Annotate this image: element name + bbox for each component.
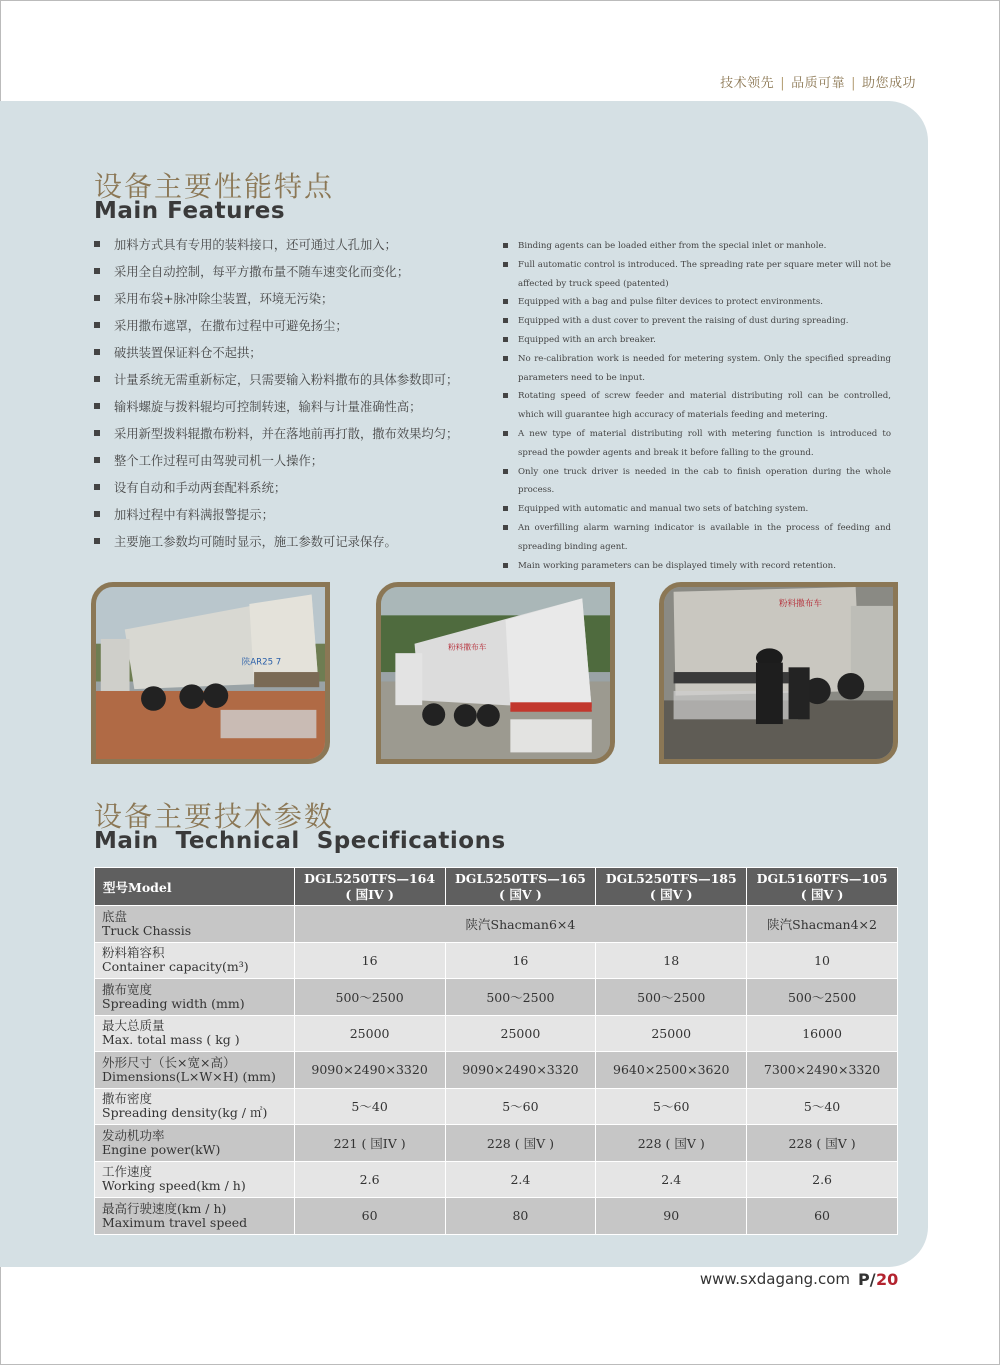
row-label: 撒布密度 Spreading density(kg / ㎡): [95, 1088, 295, 1125]
page-number: 20: [876, 1270, 899, 1289]
list-item: Main working parameters can be displayed timely with record retention.: [503, 557, 891, 576]
list-item: 加料过程中有料满报警提示；: [94, 505, 458, 532]
row-label: 粉料箱容积 Container capacity(m³): [95, 942, 295, 979]
table-cell: 16000: [747, 1015, 898, 1052]
table-cell: 5～60: [596, 1088, 747, 1125]
table-cell: 5～60: [445, 1088, 596, 1125]
table-cell: 16: [294, 942, 445, 979]
truck-photo-2: [376, 582, 615, 764]
table-row: [95, 1198, 898, 1235]
table-cell: 18: [596, 942, 747, 979]
list-item: Equipped with a dust cover to prevent the raising of dust during spreading.: [503, 312, 891, 331]
truck-photo-3: [659, 582, 898, 764]
table-cell: 90: [596, 1198, 747, 1235]
header-model-col: DGL5250TFS—164 ( 国IV ): [294, 868, 445, 906]
table-cell: 9090×2490×3320: [445, 1052, 596, 1089]
truck-brand-text: 粉料撒布车: [778, 598, 823, 609]
list-item: 破拱装置保证料仓不起拱；: [94, 343, 458, 370]
table-cell: 陕汽Shacman6×4: [294, 906, 746, 943]
features-title-cn: 设备主要性能特点: [94, 170, 335, 203]
table-cell: 9090×2490×3320: [294, 1052, 445, 1089]
row-label: 发动机功率 Engine power(kW): [95, 1125, 295, 1162]
table-cell: 228 ( 国V ): [445, 1125, 596, 1162]
list-item: Equipped with automatic and manual two sets of batching system.: [503, 500, 891, 519]
table-cell: 16: [445, 942, 596, 979]
header-model: 型号Model: [95, 868, 295, 906]
table-cell: 25000: [596, 1015, 747, 1052]
list-item: 设有自动和手动两套配料系统；: [94, 478, 458, 505]
header-model-col: DGL5250TFS—165 ( 国V ): [445, 868, 596, 906]
footer-url[interactable]: www.sxdagang.com: [699, 1270, 850, 1288]
table-cell: 500～2500: [747, 979, 898, 1016]
list-item: 主要施工参数均可随时显示，施工参数可记录保存。: [94, 532, 458, 559]
row-label: 最高行驶速度(km / h) Maximum travel speed: [95, 1198, 295, 1235]
license-plate: 陕AR25 7: [241, 657, 282, 668]
row-label: 最大总质量 Max. total mass ( kg ): [95, 1015, 295, 1052]
table-cell: 7300×2490×3320: [747, 1052, 898, 1089]
header-slogan: 技术领先 | 品质可靠 | 助您成功: [720, 76, 916, 91]
table-row: [95, 942, 898, 979]
list-item: Only one truck driver is needed in the cab to finish operation during the whole process.: [503, 463, 891, 501]
list-item: 采用新型拨料辊撒布粉料，并在落地前再打散，撒布效果均匀；: [94, 424, 458, 451]
slogan-item: 品质可靠: [791, 76, 846, 91]
table-cell: 陕汽Shacman4×2: [747, 906, 898, 943]
list-item: Rotating speed of screw feeder and material distributing roll can be controlled, which will guarantee high accuracy of materials feeding and metering.: [503, 387, 891, 425]
table-cell: 500～2500: [596, 979, 747, 1016]
table-row: [95, 1015, 898, 1052]
truck-photo-1: [91, 582, 330, 764]
features-list-en: [503, 237, 891, 575]
table-row: [95, 979, 898, 1016]
brand-logo: P/: [858, 1270, 876, 1289]
table-row: [95, 1088, 898, 1125]
table-row: [95, 906, 898, 943]
list-item: No re-calibration work is needed for metering system. Only the specified spreading parameters need to be input.: [503, 350, 891, 388]
list-item: 采用撒布遮罩，在撒布过程中可避免扬尘；: [94, 316, 458, 343]
table-cell: 500～2500: [294, 979, 445, 1016]
table-cell: 60: [747, 1198, 898, 1235]
list-item: 计量系统无需重新标定，只需要输入粉料撒布的具体参数即可；: [94, 370, 458, 397]
table-cell: 80: [445, 1198, 596, 1235]
table-cell: 2.6: [294, 1161, 445, 1198]
features-title-en: Main Features: [94, 198, 286, 224]
slogan-item: 技术领先: [720, 76, 775, 91]
row-label: 工作速度 Working speed(km / h): [95, 1161, 295, 1198]
list-item: An overfilling alarm warning indicator is available in the process of feeding and spreading binding agent.: [503, 519, 891, 557]
list-item: Equipped with an arch breaker.: [503, 331, 891, 350]
table-cell: 2.4: [596, 1161, 747, 1198]
list-item: 加料方式具有专用的装料接口，还可通过人孔加入；: [94, 235, 458, 262]
specs-table: [94, 867, 898, 1235]
table-cell: 25000: [445, 1015, 596, 1052]
list-item: Equipped with a bag and pulse filter devices to protect environments.: [503, 293, 891, 312]
table-cell: 10: [747, 942, 898, 979]
table-cell: 5～40: [747, 1088, 898, 1125]
table-cell: 2.4: [445, 1161, 596, 1198]
table-cell: 25000: [294, 1015, 445, 1052]
truck-brand-text: 粉料撒布车: [448, 642, 487, 652]
row-label: 底盘 Truck Chassis: [95, 906, 295, 943]
list-item: 采用布袋+脉冲除尘装置，环境无污染；: [94, 289, 458, 316]
table-cell: 2.6: [747, 1161, 898, 1198]
table-cell: 228 ( 国V ): [596, 1125, 747, 1162]
table-row: [95, 1125, 898, 1162]
table-cell: 5～40: [294, 1088, 445, 1125]
specs-title-en: Main Technical Specifications: [94, 828, 506, 854]
table-row: [95, 1161, 898, 1198]
row-label: 外形尺寸（长×宽×高） Dimensions(L×W×H) (mm): [95, 1052, 295, 1089]
list-item: Binding agents can be loaded either from the special inlet or manhole.: [503, 237, 891, 256]
list-item: 输料螺旋与拨料辊均可控制转速，输料与计量准确性高；: [94, 397, 458, 424]
features-list-cn: [94, 235, 458, 559]
table-row: [95, 1052, 898, 1089]
header-model-col: DGL5160TFS—105 ( 国V ): [747, 868, 898, 906]
table-cell: 60: [294, 1198, 445, 1235]
table-cell: 500～2500: [445, 979, 596, 1016]
table-cell: 228 ( 国V ): [747, 1125, 898, 1162]
table-cell: 9640×2500×3620: [596, 1052, 747, 1089]
slogan-item: 助您成功: [861, 76, 916, 91]
list-item: A new type of material distributing roll with metering function is introduced to spread the powder agents and break it before falling to the ground.: [503, 425, 891, 463]
list-item: Full automatic control is introduced. The spreading rate per square meter will not be affected by truck speed (patented): [503, 256, 891, 294]
table-header-row: [95, 868, 898, 906]
header-model-col: DGL5250TFS—185 ( 国V ): [596, 868, 747, 906]
row-label: 撒布宽度 Spreading width (mm): [95, 979, 295, 1016]
list-item: 整个工作过程可由驾驶司机一人操作；: [94, 451, 458, 478]
list-item: 采用全自动控制，每平方撒布量不随车速变化而变化；: [94, 262, 458, 289]
specs-title-cn: 设备主要技术参数: [94, 800, 335, 833]
table-cell: 221 ( 国IV ): [294, 1125, 445, 1162]
